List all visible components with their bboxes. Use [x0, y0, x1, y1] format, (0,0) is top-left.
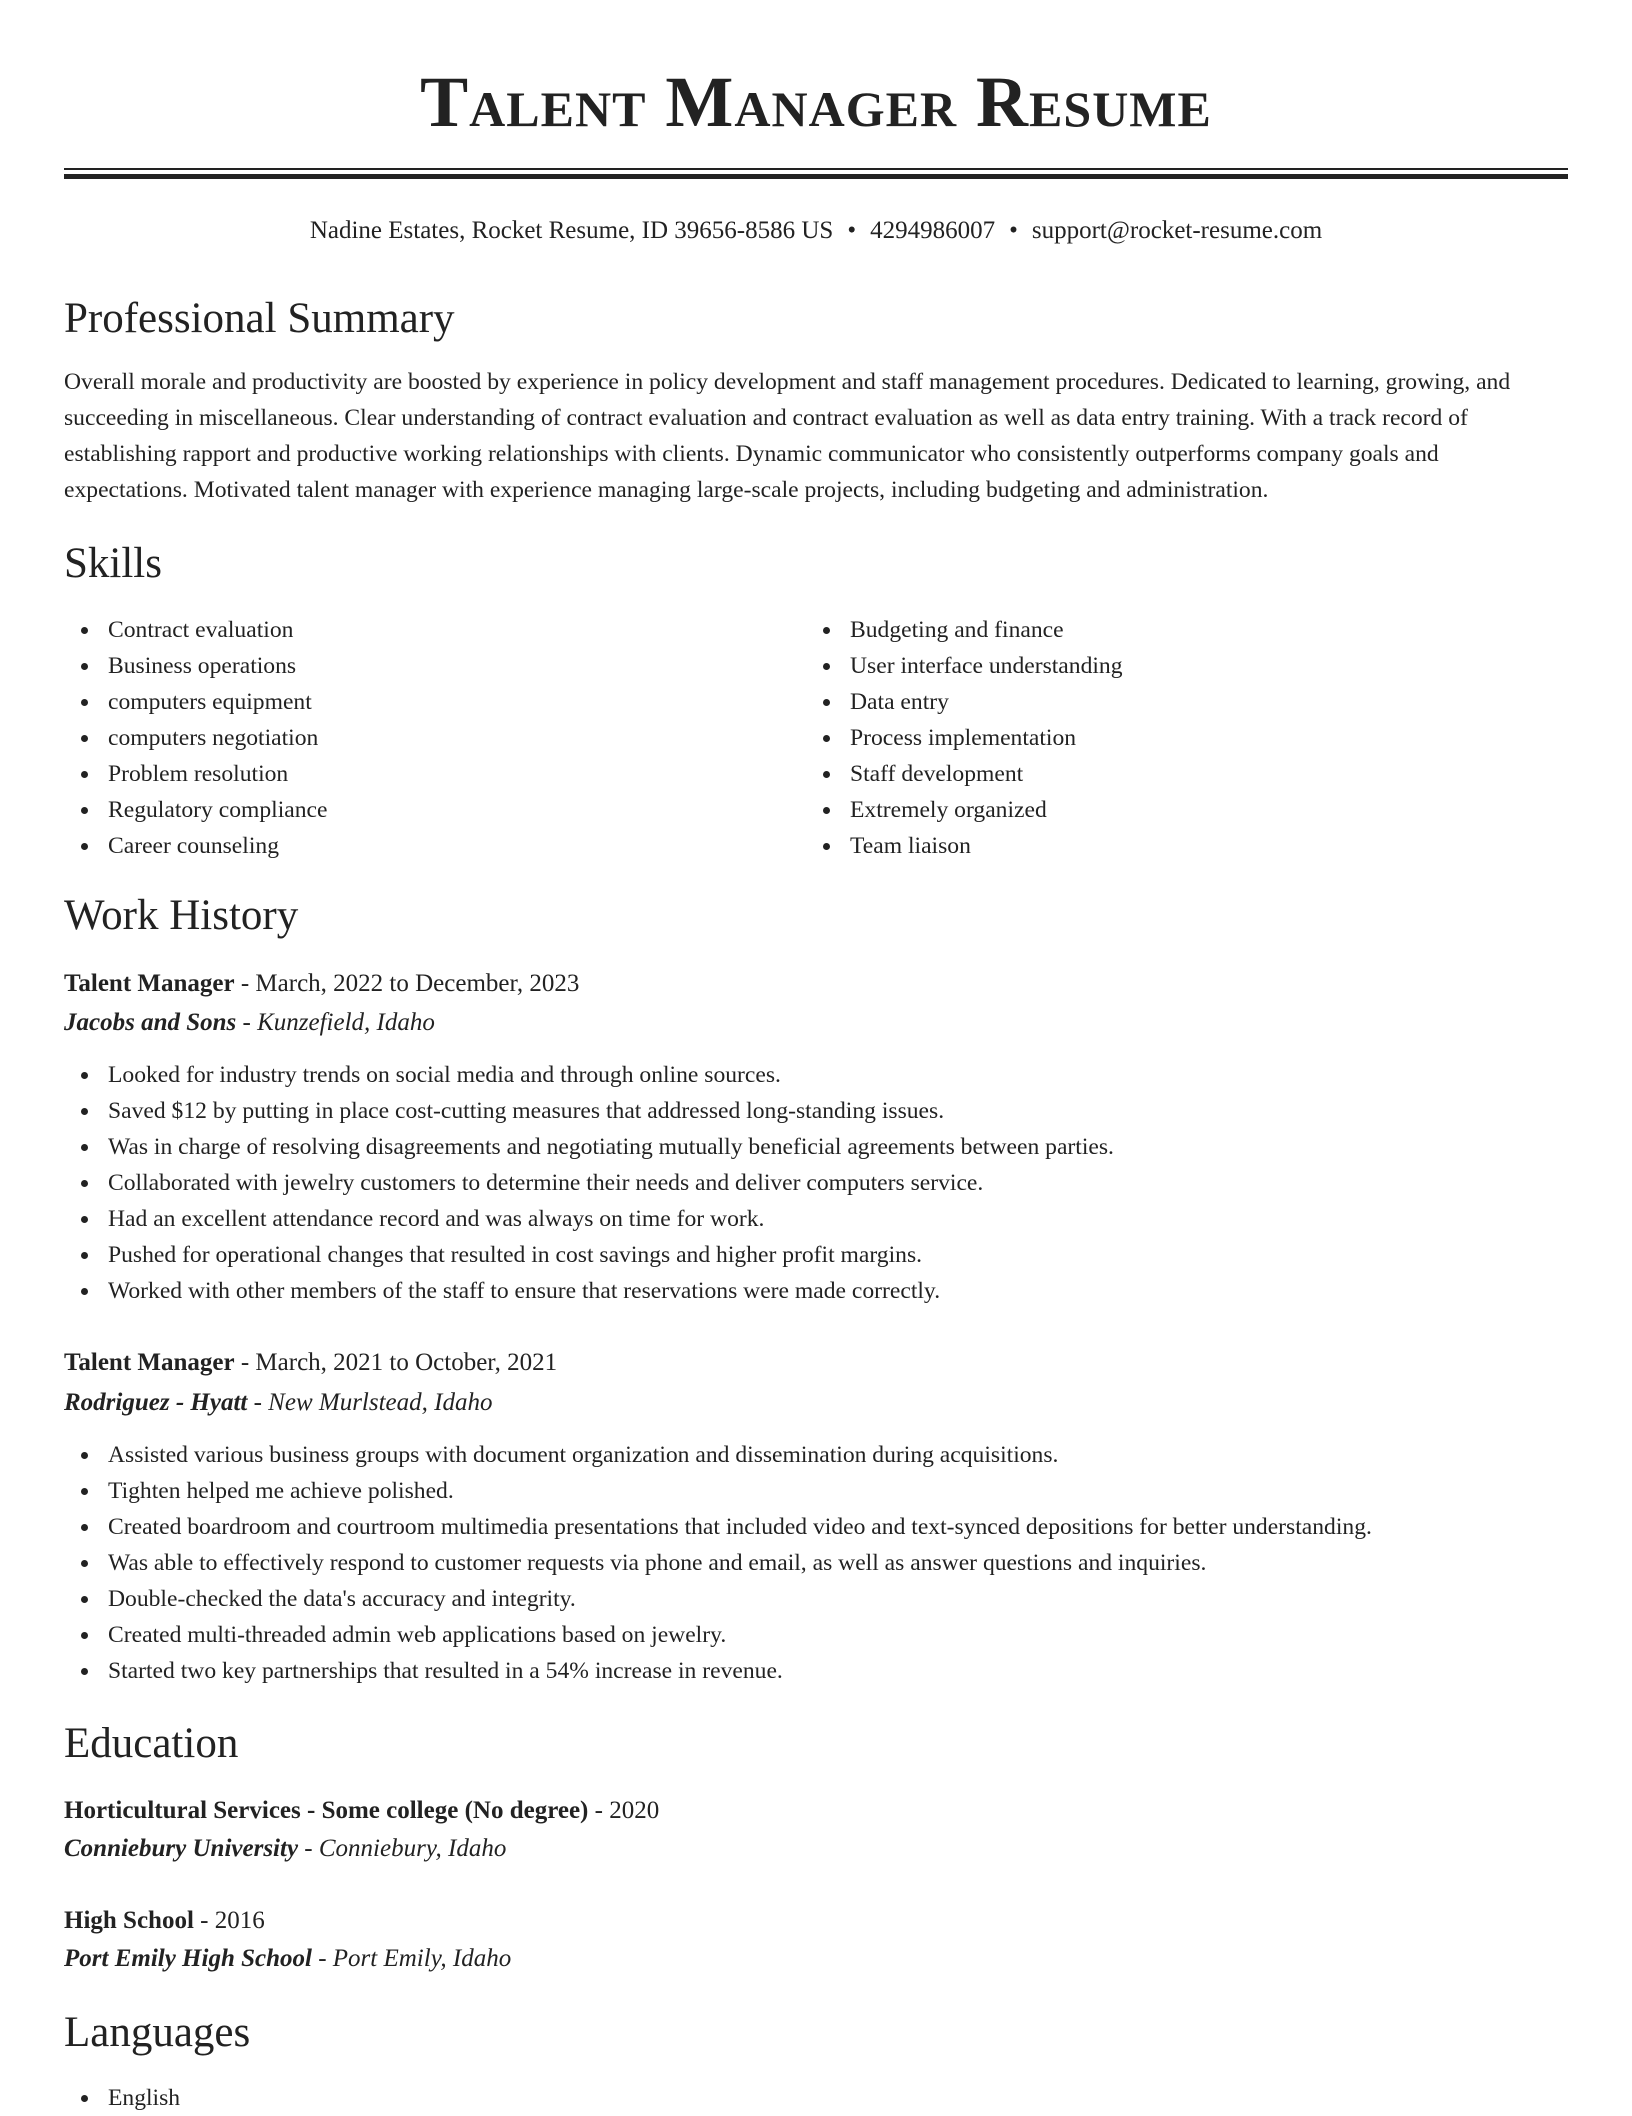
skill-item: Team liaison: [806, 828, 1123, 864]
languages-heading: Languages: [64, 2009, 251, 2056]
job-title-line: [64, 1345, 557, 1381]
education-school: Conniebury University: [64, 1835, 299, 1862]
skill-item: User interface understanding: [806, 648, 1123, 684]
job-duty-item: Had an excellent attendance record and was always on time for work.: [64, 1201, 1114, 1237]
job-duty-item: Was able to effectively respond to customer requests via phone and email, as well as answer questions and inquiries.: [64, 1545, 1372, 1581]
summary-heading: Professional Summary: [64, 295, 455, 342]
job-duty-item: Tighten helped me achieve polished.: [64, 1473, 1372, 1509]
job-dates: - March, 2022 to December, 2023: [234, 970, 580, 997]
contact-line: [64, 213, 1568, 249]
job-duty-item: Started two key partnerships that resulted in a 54% increase in revenue.: [64, 1653, 1372, 1689]
job-title: Talent Manager: [64, 970, 235, 997]
education-location: - Port Emily, Idaho: [311, 1945, 512, 1972]
skill-item: Career counseling: [64, 828, 327, 864]
contact-email: support@rocket-resume.com: [1031, 217, 1323, 244]
job-duties-list: [64, 1057, 1114, 1309]
job-duty-item: Created boardroom and courtroom multimedia presentations that included video and text-synced depositions for better understanding.: [64, 1509, 1372, 1545]
job-title: Talent Manager: [64, 1349, 235, 1376]
job-dates: - March, 2021 to October, 2021: [234, 1349, 558, 1376]
education-year: - 2016: [193, 1907, 265, 1934]
education-school: Port Emily High School: [64, 1945, 312, 1972]
job-location: - Kunzefield, Idaho: [236, 1009, 435, 1036]
job-company: Rodriguez - Hyatt: [64, 1389, 248, 1416]
contact-phone: 4294986007: [870, 217, 996, 244]
skills-heading: Skills: [64, 540, 162, 587]
work-history-heading: Work History: [64, 892, 299, 939]
job-company-line: [64, 1005, 435, 1041]
skill-item: Contract evaluation: [64, 612, 327, 648]
title-divider-thick: [64, 174, 1568, 179]
contact-address: Nadine Estates, Rocket Resume, ID 39656-8586 US: [309, 217, 834, 244]
job-duty-item: Assisted various business groups with document organization and dissemination during acquisitions.: [64, 1437, 1372, 1473]
page-title: Talent Manager Resume: [420, 62, 1212, 142]
languages-list: [64, 2080, 180, 2116]
skill-item: Regulatory compliance: [64, 792, 327, 828]
education-degree-line: [64, 1903, 265, 1939]
skill-item: computers equipment: [64, 684, 327, 720]
skill-item: Data entry: [806, 684, 1123, 720]
job-location: - New Murlstead, Idaho: [247, 1389, 493, 1416]
contact-separator: •: [847, 217, 857, 244]
skill-item: Staff development: [806, 756, 1123, 792]
contact-separator: •: [1009, 217, 1018, 244]
skills-list-right: [806, 612, 1123, 864]
education-degree: High School: [64, 1907, 194, 1934]
education-school-line: [64, 1941, 511, 1977]
skill-item: Business operations: [64, 648, 327, 684]
education-school-line: [64, 1831, 506, 1867]
title-divider-thin: [64, 168, 1568, 170]
job-duty-item: Collaborated with jewelry customers to determine their needs and deliver computers service.: [64, 1165, 1114, 1201]
skill-item: Budgeting and finance: [806, 612, 1123, 648]
education-location: - Conniebury, Idaho: [298, 1835, 507, 1862]
job-duty-item: Saved $12 by putting in place cost-cutting measures that addressed long-standing issues.: [64, 1093, 1114, 1129]
skill-item: computers negotiation: [64, 720, 327, 756]
education-heading: Education: [64, 1720, 239, 1767]
job-duties-list: [64, 1437, 1372, 1689]
job-duty-item: Double-checked the data's accuracy and integrity.: [64, 1581, 1372, 1617]
job-duty-item: Was in charge of resolving disagreements and negotiating mutually beneficial agreements between parties.: [64, 1129, 1114, 1165]
education-degree: Horticultural Services - Some college (No degree): [64, 1797, 589, 1824]
job-duty-item: Looked for industry trends on social media and through online sources.: [64, 1057, 1114, 1093]
skill-item: Extremely organized: [806, 792, 1123, 828]
summary-text: Overall morale and productivity are boosted by experience in policy development and staff management procedures. Dedicated to learning, growing, and succeeding in miscellaneous. Clear understanding of contract evaluation and contract evaluation as well as data entry training. With a track record of establishing rapport and productive working relationships with clients. Dynamic communicator who consistently outperforms company goals and expectations. Motivated talent manager with experience managing large-scale projects, including budgeting and administration.: [64, 369, 1511, 503]
job-duty-item: Worked with other members of the staff to ensure that reservations were made correctly.: [64, 1273, 1114, 1309]
job-company: Jacobs and Sons: [64, 1009, 237, 1036]
skill-item: Process implementation: [806, 720, 1123, 756]
skill-item: Problem resolution: [64, 756, 327, 792]
job-duty-item: Created multi-threaded admin web applications based on jewelry.: [64, 1617, 1372, 1653]
job-title-line: [64, 966, 579, 1002]
resume-page: [64, 0, 1568, 2111]
job-duty-item: Pushed for operational changes that resulted in cost savings and higher profit margins.: [64, 1237, 1114, 1273]
education-year: - 2020: [588, 1797, 660, 1824]
skills-list-left: [64, 612, 327, 864]
language-item: English: [64, 2080, 180, 2116]
education-degree-line: [64, 1793, 659, 1829]
job-company-line: [64, 1385, 492, 1421]
